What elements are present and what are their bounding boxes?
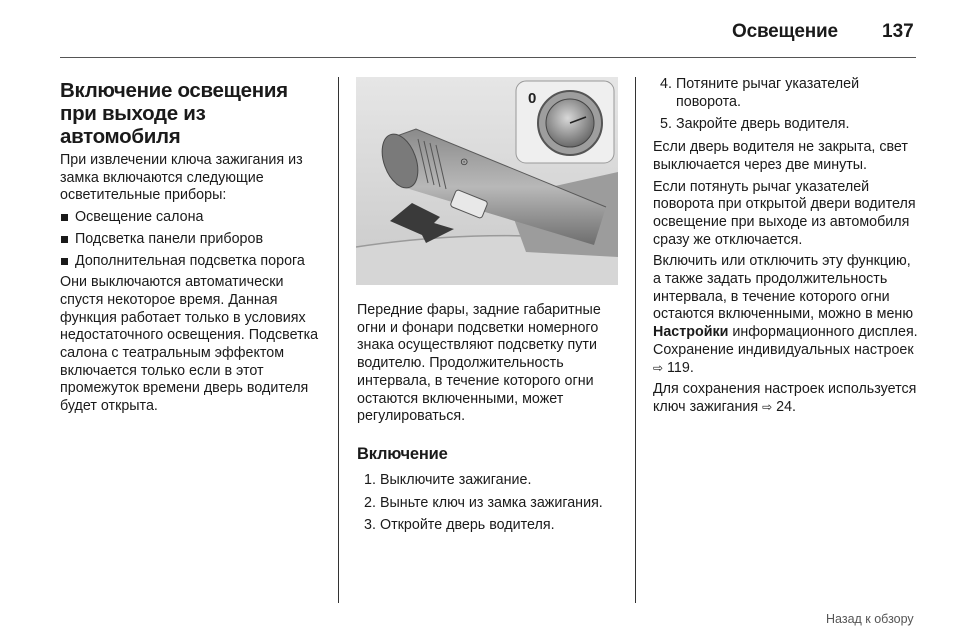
page-reference-link[interactable]: 24 [776, 398, 793, 415]
list-item: Дополнительная подсветка порога [60, 253, 328, 271]
step-number: 5. [660, 116, 672, 133]
left-column [60, 79, 328, 420]
list-item [357, 495, 625, 513]
column-divider-left [338, 77, 339, 603]
subsection-heading: Включение [357, 444, 448, 463]
step-text: Выключите зажигание. [380, 471, 532, 488]
lever-diagram [356, 77, 618, 285]
steps-list-continued [653, 76, 919, 134]
section-heading: Включение освещения при выходе из автомобиля [60, 79, 288, 148]
lights-list [60, 209, 328, 270]
back-to-overview-link[interactable]: Назад к обзору [826, 612, 914, 626]
intro-paragraph: При извлечении ключа зажигания из замка включаются следующие осветительные приборы: [60, 152, 303, 204]
text-fragment: информационного дисплея. Сохранение индивидуальных настроек [653, 324, 918, 358]
page-number: 137 [882, 21, 914, 42]
page-reference-link[interactable]: 119 [667, 359, 690, 376]
list-item [357, 472, 625, 490]
step-number: 3. [364, 517, 376, 534]
list-item: Освещение салона [60, 209, 328, 227]
paragraph: Включить или отключить эту функцию, а также задать продолжительность интервала, в течение которого огни остаются включенными, можно в меню Настройки информационного дисплея. Сохранение индивидуальных настроек ⇨ 119. [653, 253, 918, 376]
step-text: Закройте дверь водителя. [676, 116, 850, 133]
page-reference-arrow-icon: ⇨ [653, 360, 664, 375]
svg-text:⊙: ⊙ [460, 157, 469, 168]
section-title: Освещение [732, 21, 838, 42]
step-text: Выньте ключ из замка зажигания. [380, 494, 603, 511]
step-text: Потяните рычаг указателей поворота. [676, 76, 860, 110]
step-number: 2. [364, 494, 376, 511]
description-paragraph: Они выключаются автоматически спустя некоторое время. Данная функция работает только в условиях недостаточного освещения. Подсветка салона с театральным эффектом включается только если в этот промежуток времени дверь водителя будет открыта. [60, 274, 319, 415]
dial-label: 0 [528, 90, 537, 107]
intro-paragraph: Передние фары, задние габаритные огни и фонари подсветки номерного знака осуществляют подсветку пути водителю. Продолжительность интервала, в течение которого огни остаются включенными, может регулироваться. [357, 302, 601, 425]
step-number: 1. [364, 471, 376, 488]
header-divider [60, 57, 916, 58]
turn-signal-lever-illustration [356, 77, 618, 285]
list-item: Подсветка панели приборов [60, 231, 328, 249]
text-fragment: Включить или отключить эту функцию, а также задать продолжительность интервала, в течение которого огни остаются включенными, можно в меню [653, 253, 914, 323]
step-number: 4. [660, 76, 672, 92]
paragraph: Для сохранения настроек используется ключ зажигания ⇨ 24. [653, 381, 917, 415]
paragraph: Если дверь водителя не закрыта, свет выключается через две минуты. [653, 139, 908, 173]
list-item [357, 517, 625, 535]
column-divider-right [635, 77, 636, 603]
settings-menu-name: Настройки [653, 324, 729, 341]
right-column [653, 76, 919, 421]
page-reference-arrow-icon: ⇨ [762, 399, 773, 414]
paragraph: Если потянуть рычаг указателей поворота при открытой двери водителя освещение при выходе из автомобиля сразу же отключается. [653, 178, 916, 248]
list-item [653, 116, 919, 134]
list-item [653, 76, 919, 111]
steps-list [357, 472, 625, 535]
text-fragment: Для сохранения настроек используется ключ зажигания [653, 381, 917, 415]
step-text: Откройте дверь водителя. [380, 517, 555, 534]
middle-column [357, 302, 625, 540]
